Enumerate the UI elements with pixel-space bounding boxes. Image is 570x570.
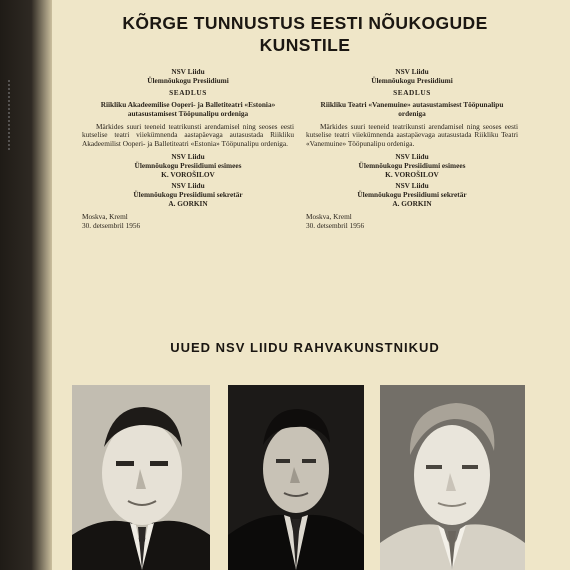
- portrait-photo-2: [228, 385, 364, 570]
- decree-date: 30. detsembril 1956: [82, 220, 141, 230]
- decree-org-line: Ülemnõukogu Presiidiumi: [371, 75, 453, 85]
- signatory-title: Ülemnõukogu Presiidiumi sekretär: [357, 189, 467, 199]
- decree-heading: SEADLUS: [169, 87, 207, 97]
- decree-subject: Riikliku Akadeemilise Ooperi- ja Balletiteatri «Estonia» autasustamisest Tööpunalipu ordeniga: [100, 99, 276, 118]
- decree-body: Märkides suuri teeneid teatrikunsti arendamisel ning seoses eesti kutselise teatri viiekümnenda aastapäevaga autasustada Riikliku Akadeemilist Ooperi- ja Balletiteatri «Estonia» Tööpunalipu ordeniga.: [82, 121, 294, 149]
- signatory-org: NSV Liidu: [171, 180, 205, 190]
- facing-page-edge: [0, 0, 52, 570]
- decree-org-line: NSV Liidu: [171, 67, 205, 76]
- decree-org-line: Ülemnõukogu Presiidiumi: [147, 75, 229, 85]
- decree-place: Moskva, Kreml: [82, 211, 128, 221]
- decree-place: Moskva, Kreml: [306, 211, 352, 221]
- page-title-line-2: KUNSTILE: [259, 35, 351, 55]
- decree-body: Märkides suuri teeneid teatrikunsti arendamisel ning seoses eesti kutselise teatri viiekümnenda aastapäevaga autasustada Riikliku Teatri «Vanemuine» Tööpunalipu ordeniga.: [306, 121, 518, 149]
- portrait-photo-3: [380, 385, 525, 570]
- signatory-title: Ülemnõukogu Presiidiumi sekretär: [133, 189, 243, 199]
- decree-org-line: NSV Liidu: [395, 67, 429, 76]
- signatory-org: NSV Liidu: [395, 152, 429, 162]
- portrait-photo-1: [72, 385, 210, 570]
- signatory-org: NSV Liidu: [171, 152, 205, 162]
- signatory-name: K. VOROŠILOV: [385, 170, 439, 180]
- signatory-org: NSV Liidu: [395, 180, 429, 190]
- signatory-name: A. GORKIN: [392, 198, 432, 208]
- signatory-title: Ülemnõukogu Presiidiumi esimees: [134, 161, 242, 171]
- decree-subject: Riikliku Teatri «Vanemuine» autasustamisest Tööpunalipu ordeniga: [320, 99, 504, 118]
- signatory-name: K. VOROŠILOV: [161, 170, 215, 180]
- page-title-line-1: KÕRGE TUNNUSTUS EESTI NÕUKOGUDE: [122, 13, 488, 33]
- signatory-title: Ülemnõukogu Presiidiumi esimees: [358, 161, 466, 171]
- decree-date: 30. detsembril 1956: [306, 220, 365, 230]
- section-subtitle: UUED NSV LIIDU RAHVAKUNSTNIKUD: [170, 340, 440, 355]
- decree-heading: SEADLUS: [393, 87, 431, 97]
- signatory-name: A. GORKIN: [168, 198, 208, 208]
- decree-right: [306, 68, 518, 231]
- decree-left: [82, 68, 294, 231]
